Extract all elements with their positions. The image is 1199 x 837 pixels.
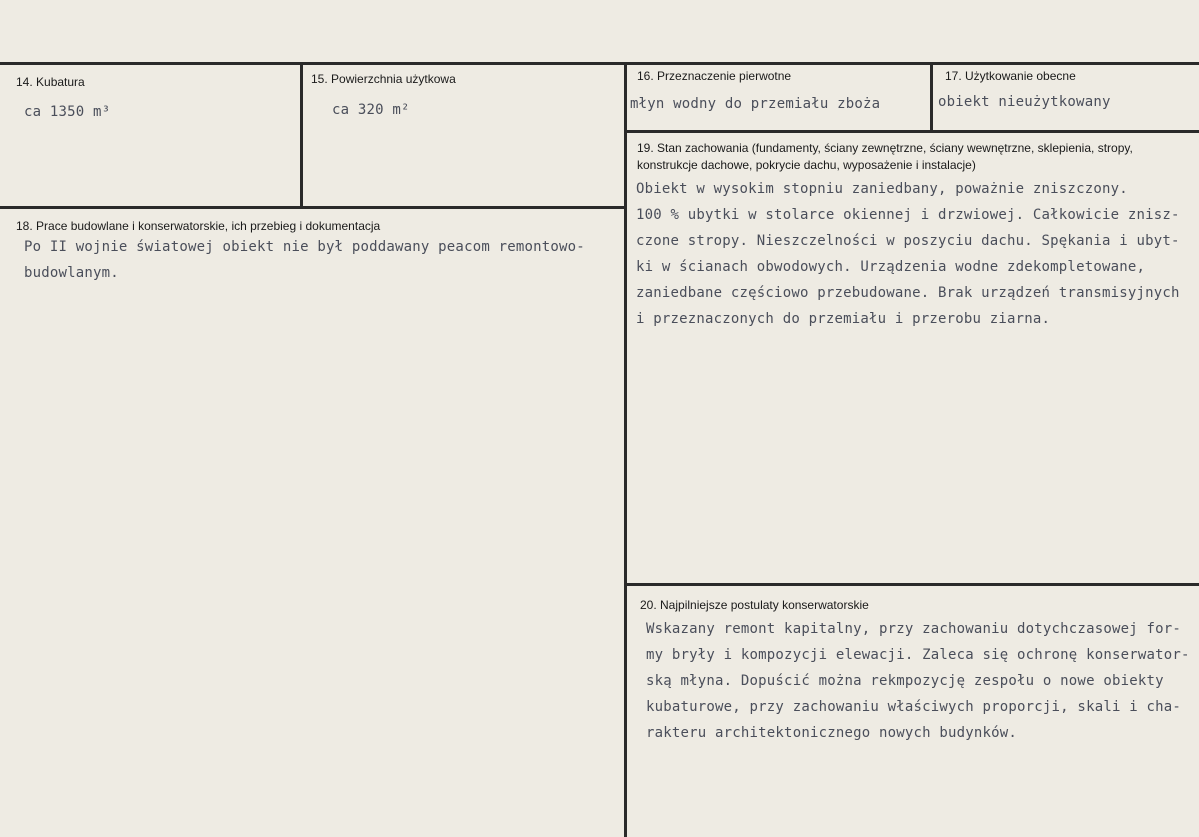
uzytkowanie-value: obiekt nieużytkowany xyxy=(938,94,1111,110)
stan-line: ki w ścianach obwodowych. Urządzenia wodne zdekompletowane, xyxy=(636,259,1146,275)
powierzchnia-label: 15. Powierzchnia użytkowa xyxy=(311,72,456,86)
rule-top xyxy=(0,62,1199,65)
prace-label: 18. Prace budowlane i konserwatorskie, ich przebieg i dokumentacja xyxy=(16,219,381,233)
postulaty-label: 20. Najpilniejsze postulaty konserwatorskie xyxy=(640,598,869,612)
stan-line: i przeznaczonych do przemiału i przerobu ziarna. xyxy=(636,311,1051,327)
postulaty-line: my bryły i kompozycji elewacji. Zaleca się ochronę konserwator- xyxy=(646,647,1190,663)
stan-line: 100 % ubytki w stolarce okiennej i drzwiowej. Całkowicie znisz- xyxy=(636,207,1180,223)
prace-text xyxy=(24,234,585,286)
postulaty-line: ską młyna. Dopuścić można rekmpozycję zespołu o nowe obiekty xyxy=(646,673,1164,689)
stan-line: czone stropy. Nieszczelności w poszyciu dachu. Spękania i ubyt- xyxy=(636,233,1180,249)
rule-v-300 xyxy=(300,62,303,208)
kubatura-label: 14. Kubatura xyxy=(16,75,85,89)
postulaty-line: kubaturowe, przy zachowaniu właściwych proporcji, skali i cha- xyxy=(646,699,1181,715)
stan-line: Obiekt w wysokim stopniu zaniedbany, poważnie zniszczony. xyxy=(636,181,1128,197)
stan-line: zaniedbane częściowo przebudowane. Brak urządzeń transmisyjnych xyxy=(636,285,1180,301)
kubatura-value: ca 1350 m³ xyxy=(24,104,111,120)
stan-label: 19. Stan zachowania (fundamenty, ściany zewnętrzne, ściany wewnętrzne, sklepienia, stropy, konstrukcje dachowe, pokrycie dachu, wyposażenie i instalacje) xyxy=(637,141,1133,172)
rule-row2-left xyxy=(0,206,627,209)
uzytkowanie-label: 17. Użytkowanie obecne xyxy=(945,69,1076,83)
przeznaczenie-label: 16. Przeznaczenie pierwotne xyxy=(637,69,792,83)
prace-line: budowlanym. xyxy=(24,265,119,281)
przeznaczenie-value: młyn wodny do przemiału zboża xyxy=(630,96,881,112)
rule-section20 xyxy=(627,583,1199,586)
postulaty-line: Wskazany remont kapitalny, przy zachowaniu dotychczasowej for- xyxy=(646,621,1181,637)
postulaty-text xyxy=(646,616,1190,746)
rule-row1-right xyxy=(625,130,1199,133)
powierzchnia-value: ca 320 m² xyxy=(332,102,410,118)
rule-v-625 xyxy=(624,62,627,837)
rule-v-930 xyxy=(930,62,933,132)
prace-line: Po II wojnie światowej obiekt nie był poddawany peacom remontowo- xyxy=(24,239,585,255)
postulaty-line: rakteru architektonicznego nowych budynków. xyxy=(646,725,1018,741)
stan-text xyxy=(636,176,1180,332)
